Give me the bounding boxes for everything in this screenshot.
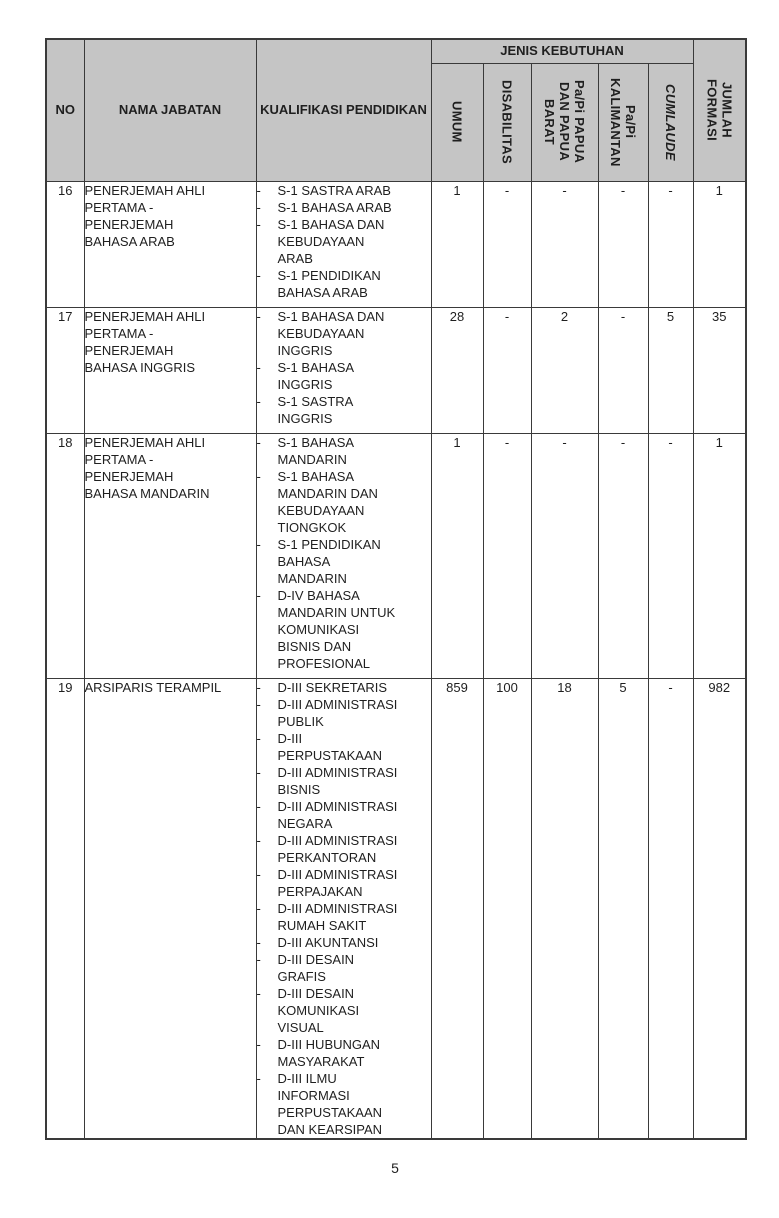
- cell-kualifikasi: [256, 678, 431, 1139]
- list-dash: -: [256, 199, 261, 215]
- table-row: [46, 433, 746, 678]
- kualifikasi-item: - D-III ADMINISTRASI NEGARA: [256, 798, 398, 831]
- list-dash: -: [256, 216, 261, 232]
- kualifikasi-item: - S-1 SASTRA INGGRIS: [256, 393, 353, 426]
- table-header: [46, 39, 746, 181]
- kualifikasi-item: - D-III ADMINISTRASI RUMAH SAKIT: [256, 900, 398, 933]
- cell-kalimantan: -: [598, 433, 648, 678]
- cell-disabilitas: -: [483, 181, 531, 307]
- list-dash: -: [256, 985, 261, 1001]
- kualifikasi-item: - S-1 PENDIDIKAN BAHASA ARAB: [256, 267, 381, 300]
- list-dash: -: [256, 798, 261, 814]
- cell-jumlah: 982: [693, 678, 746, 1139]
- cell-no: 17: [46, 307, 84, 433]
- kualifikasi-item: - S-1 BAHASA MANDARIN: [256, 434, 354, 467]
- list-dash: -: [256, 866, 261, 882]
- kualifikasi-item: - D-IV BAHASA MANDARIN UNTUK KOMUNIKASI BISNIS DAN PROFESIONAL: [256, 587, 396, 671]
- header-jenis-kebutuhan: JENIS KEBUTUHAN: [431, 39, 693, 63]
- cell-cumlaude: -: [648, 678, 693, 1139]
- cell-nama-jabatan: PENERJEMAH AHLI PERTAMA - PENERJEMAH BAHASA ARAB: [84, 181, 256, 307]
- header-cumlaude: CUMLAUDE: [648, 63, 693, 181]
- kualifikasi-item: - D-III ADMINISTRASI PERPAJAKAN: [256, 866, 398, 899]
- list-dash: -: [256, 934, 261, 950]
- cell-papua: -: [531, 433, 598, 678]
- cell-kalimantan: -: [598, 307, 648, 433]
- kualifikasi-item: - S-1 BAHASA DAN KEBUDAYAAN INGGRIS: [256, 308, 385, 358]
- cell-no: 18: [46, 433, 84, 678]
- cell-nama-jabatan: PENERJEMAH AHLI PERTAMA - PENERJEMAH BAHASA MANDARIN: [84, 433, 256, 678]
- kualifikasi-item: - S-1 BAHASA DAN KEBUDAYAAN ARAB: [256, 216, 385, 266]
- cell-jumlah: 35: [693, 307, 746, 433]
- list-dash: -: [256, 951, 261, 967]
- cell-papua: 2: [531, 307, 598, 433]
- kualifikasi-item: - D-III PERPUSTAKAAN: [256, 730, 383, 763]
- kualifikasi-item: - S-1 BAHASA MANDARIN DAN KEBUDAYAAN TIONGKOK: [256, 468, 378, 535]
- list-dash: -: [256, 308, 261, 324]
- kualifikasi-item: - D-III ADMINISTRASI PUBLIK: [256, 696, 398, 729]
- kualifikasi-item: - S-1 PENDIDIKAN BAHASA MANDARIN: [256, 536, 381, 586]
- list-dash: -: [256, 468, 261, 484]
- page-number: 5: [391, 1160, 399, 1176]
- header-no: NO: [46, 39, 84, 181]
- formasi-table: [45, 38, 747, 1140]
- header-kualifikasi-pendidikan: KUALIFIKASI PENDIDIKAN: [256, 39, 431, 181]
- list-dash: -: [256, 696, 261, 712]
- kualifikasi-item: - D-III DESAIN GRAFIS: [256, 951, 355, 984]
- list-dash: -: [256, 536, 261, 552]
- list-dash: -: [256, 182, 261, 198]
- header-papi-papua-dan-papua-barat: Pa/Pi PAPUA DAN PAPUA BARAT: [531, 63, 598, 181]
- cell-cumlaude: -: [648, 433, 693, 678]
- cell-disabilitas: 100: [483, 678, 531, 1139]
- list-dash: -: [256, 393, 261, 409]
- kualifikasi-item: - S-1 SASTRA ARAB: [256, 182, 391, 198]
- list-dash: -: [256, 832, 261, 848]
- kualifikasi-item: - D-III SEKRETARIS: [256, 679, 388, 695]
- cell-papua: 18: [531, 678, 598, 1139]
- header-nama-jabatan: NAMA JABATAN: [84, 39, 256, 181]
- list-dash: -: [256, 764, 261, 780]
- cell-kualifikasi: [256, 307, 431, 433]
- cell-jumlah: 1: [693, 181, 746, 307]
- cell-disabilitas: -: [483, 307, 531, 433]
- list-dash: -: [256, 359, 261, 375]
- table-row: [46, 181, 746, 307]
- cell-no: 19: [46, 678, 84, 1139]
- cell-kalimantan: 5: [598, 678, 648, 1139]
- kualifikasi-item: - S-1 BAHASA ARAB: [256, 199, 392, 215]
- header-jumlah-formasi-label: JUMLAH FORMASI: [704, 79, 735, 142]
- cell-nama-jabatan: PENERJEMAH AHLI PERTAMA - PENERJEMAH BAHASA INGGRIS: [84, 307, 256, 433]
- cell-no: 16: [46, 181, 84, 307]
- cell-cumlaude: -: [648, 181, 693, 307]
- cell-kualifikasi: [256, 433, 431, 678]
- cell-kualifikasi: [256, 181, 431, 307]
- list-dash: -: [256, 730, 261, 746]
- list-dash: -: [256, 434, 261, 450]
- cell-nama-jabatan: ARSIPARIS TERAMPIL: [84, 678, 256, 1139]
- list-dash: -: [256, 267, 261, 283]
- header-disabilitas: DISABILITAS: [483, 63, 531, 181]
- header-papi-kalimantan: Pa/Pi KALIMANTAN: [598, 63, 648, 181]
- cell-papua: -: [531, 181, 598, 307]
- kualifikasi-item: - D-III ILMU INFORMASI PERPUSTAKAAN DAN KEARSIPAN: [256, 1070, 383, 1137]
- kualifikasi-item: - D-III DESAIN KOMUNIKASI VISUAL: [256, 985, 360, 1035]
- table-row: [46, 678, 746, 1139]
- header-jumlah-formasi: [693, 39, 746, 181]
- cell-kalimantan: -: [598, 181, 648, 307]
- header-umum: UMUM: [431, 63, 483, 181]
- cell-jumlah: 1: [693, 433, 746, 678]
- table-row: [46, 307, 746, 433]
- kualifikasi-item: - D-III AKUNTANSI: [256, 934, 379, 950]
- kualifikasi-item: - D-III ADMINISTRASI BISNIS: [256, 764, 398, 797]
- kualifikasi-item: - D-III HUBUNGAN MASYARAKAT: [256, 1036, 381, 1069]
- kualifikasi-item: - S-1 BAHASA INGGRIS: [256, 359, 354, 392]
- list-dash: -: [256, 1070, 261, 1086]
- cell-disabilitas: -: [483, 433, 531, 678]
- cell-umum: 1: [431, 181, 483, 307]
- list-dash: -: [256, 587, 261, 603]
- cell-umum: 1: [431, 433, 483, 678]
- list-dash: -: [256, 900, 261, 916]
- cell-umum: 28: [431, 307, 483, 433]
- cell-umum: 859: [431, 678, 483, 1139]
- list-dash: -: [256, 1036, 261, 1052]
- cell-cumlaude: 5: [648, 307, 693, 433]
- list-dash: -: [256, 679, 261, 695]
- kualifikasi-item: - D-III ADMINISTRASI PERKANTORAN: [256, 832, 398, 865]
